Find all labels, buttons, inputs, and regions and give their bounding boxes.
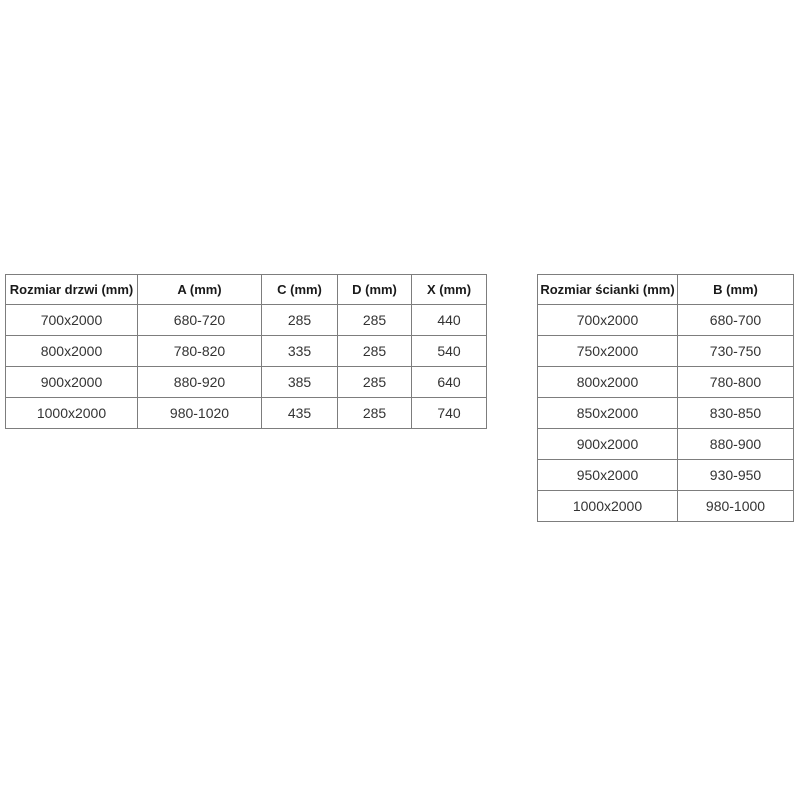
table-row: [6, 398, 487, 429]
table-row: [538, 429, 794, 460]
cell-door-c: 285: [262, 305, 338, 336]
table-row: [538, 336, 794, 367]
cell-wall-b: 680-700: [678, 305, 794, 336]
cell-door-d: 285: [338, 305, 412, 336]
table-row: [6, 336, 487, 367]
cell-door-a: 880-920: [138, 367, 262, 398]
table-row: [6, 305, 487, 336]
cell-door-a: 680-720: [138, 305, 262, 336]
cell-door-x: 440: [412, 305, 487, 336]
cell-door-d: 285: [338, 398, 412, 429]
cell-door-a: 780-820: [138, 336, 262, 367]
cell-wall-b: 830-850: [678, 398, 794, 429]
table-row: [538, 398, 794, 429]
door-header-a: A (mm): [138, 275, 262, 305]
door-header-c: C (mm): [262, 275, 338, 305]
cell-door-c: 435: [262, 398, 338, 429]
cell-door-size: 700x2000: [6, 305, 138, 336]
cell-wall-size: 800x2000: [538, 367, 678, 398]
cell-door-c: 335: [262, 336, 338, 367]
table-row: [538, 491, 794, 522]
door-size-table: [5, 274, 487, 429]
table-row: [6, 367, 487, 398]
cell-door-size: 800x2000: [6, 336, 138, 367]
cell-wall-size: 750x2000: [538, 336, 678, 367]
cell-door-d: 285: [338, 336, 412, 367]
cell-wall-b: 880-900: [678, 429, 794, 460]
table-row: [538, 305, 794, 336]
cell-door-x: 740: [412, 398, 487, 429]
cell-door-size: 900x2000: [6, 367, 138, 398]
cell-wall-b: 780-800: [678, 367, 794, 398]
cell-wall-size: 1000x2000: [538, 491, 678, 522]
cell-door-c: 385: [262, 367, 338, 398]
cell-wall-b: 730-750: [678, 336, 794, 367]
wall-table-header-row: [538, 275, 794, 305]
cell-door-a: 980-1020: [138, 398, 262, 429]
table-row: [538, 367, 794, 398]
door-header-x: X (mm): [412, 275, 487, 305]
cell-wall-size: 850x2000: [538, 398, 678, 429]
wall-header-b: B (mm): [678, 275, 794, 305]
door-header-d: D (mm): [338, 275, 412, 305]
wall-size-table: [537, 274, 794, 522]
cell-wall-size: 900x2000: [538, 429, 678, 460]
cell-door-x: 540: [412, 336, 487, 367]
cell-door-x: 640: [412, 367, 487, 398]
cell-door-size: 1000x2000: [6, 398, 138, 429]
cell-wall-b: 930-950: [678, 460, 794, 491]
table-row: [538, 460, 794, 491]
cell-wall-size: 700x2000: [538, 305, 678, 336]
wall-header-size: Rozmiar ścianki (mm): [538, 275, 678, 305]
door-header-size: Rozmiar drzwi (mm): [6, 275, 138, 305]
door-table-header-row: [6, 275, 487, 305]
cell-wall-b: 980-1000: [678, 491, 794, 522]
cell-door-d: 285: [338, 367, 412, 398]
cell-wall-size: 950x2000: [538, 460, 678, 491]
